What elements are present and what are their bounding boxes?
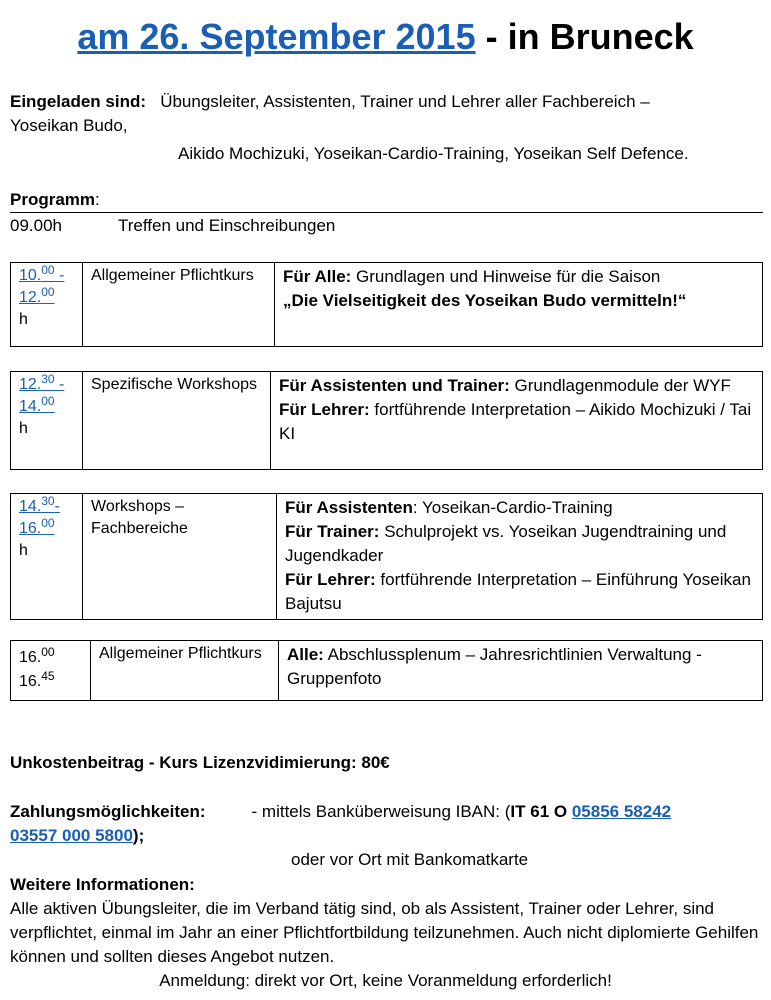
iban-link-2[interactable]: 03557 000 5800 (10, 826, 133, 845)
invited-line1b: Yoseikan Budo, (10, 116, 128, 135)
schedule-time: 10.00 - 12.00 h (11, 263, 83, 347)
schedule-label: Allgemeiner Pflichtkurs (91, 641, 279, 701)
time-start-link[interactable]: 10.00 - (19, 263, 65, 284)
time-end-link[interactable]: 16.00 (19, 516, 55, 537)
page-title (0, 14, 771, 60)
payment-text: - mittels Banküberweisung IBAN: ( (251, 802, 511, 821)
schedule-label: Spezifische Workshops (83, 372, 271, 470)
date-link[interactable]: am 26. September 2015 (77, 16, 476, 57)
schedule-time: 16.00 16.45 (11, 641, 91, 701)
invited-label: Eingeladen sind: (10, 92, 147, 111)
fee-text: Unkostenbeitrag - Kurs Lizenzvidimierung: 80€ (10, 753, 390, 772)
program-heading: Programm: (10, 190, 100, 209)
invited-line1: Übungsleiter, Assistenten, Trainer und Lehrer aller Fachbereich – (160, 92, 650, 111)
time-start-link[interactable]: 12.30 - (19, 372, 65, 393)
payment-alt: oder vor Ort mit Bankomatkarte (291, 850, 529, 869)
info-paragraph: Alle aktiven Übungsleiter, die im Verband tätig sind, ob als Assistent, Trainer oder Lehrer, sind verpflichtet, einmal im Jahr an einer Pflichtfortbildung teilzunehmen. Auch nicht diplomierte Gehilfen können und sollten dieses Angebot nutzen. (10, 899, 759, 966)
schedule-block-3 (10, 493, 763, 620)
time-start-link[interactable]: 14.30- (19, 494, 60, 515)
program-first-time: 09.00h (10, 216, 62, 235)
info-label: Weitere Informationen: (10, 875, 195, 894)
schedule-label: Allgemeiner Pflichtkurs (83, 263, 275, 347)
location-text: - in Bruneck (475, 16, 694, 57)
program-first-text: Treffen und Einschreibungen (118, 216, 336, 235)
schedule-description: Für Assistenten: Yoseikan-Cardio-Training Für Trainer: Schulprojekt vs. Yoseikan Jugendtraining und Jugendkader Für Lehrer: fortführende Interpretation – Einführung Yoseikan Bajutsu (277, 494, 763, 620)
fee-line (10, 751, 390, 775)
program-divider (10, 212, 763, 213)
time-end-link[interactable]: 12.00 (19, 285, 55, 306)
schedule-time: 12.30 - 14.00 h (11, 372, 83, 470)
payment-label: Zahlungsmöglichkeiten: (10, 802, 206, 821)
schedule-description: Alle: Abschlussplenum – Jahresrichtlinien Verwaltung - Gruppenfoto (279, 641, 763, 701)
schedule-block-4 (10, 640, 763, 701)
invited-line2: Aikido Mochizuki, Yoseikan-Cardio-Training, Yoseikan Self Defence. (178, 144, 689, 163)
iban-suffix: ); (132, 826, 145, 845)
schedule-label: Workshops – Fachbereiche (83, 494, 277, 620)
schedule-description: Für Assistenten und Trainer: Grundlagenmodule der WYF Für Lehrer: fortführende Interpretation – Aikido Mochizuki / Tai KI (271, 372, 763, 470)
program-first-row (10, 214, 335, 238)
program-label: Programm (10, 190, 96, 209)
iban-prefix: IT 61 O (510, 802, 572, 821)
schedule-block-1 (10, 262, 763, 347)
iban-link-1[interactable]: 05856 58242 (571, 802, 672, 821)
schedule-description: Für Alle: Grundlagen und Hinweise für die Saison „Die Vielseitigkeit des Yoseikan Budo vermitteln!“ (275, 263, 763, 347)
schedule-block-2 (10, 371, 763, 470)
payment-section (10, 800, 765, 848)
invited-section (10, 90, 765, 166)
schedule-time: 14.30- 16.00 h (11, 494, 83, 620)
registration-note: Anmeldung: direkt vor Ort, keine Voranmeldung erforderlich! (159, 971, 612, 990)
time-end-link[interactable]: 14.00 (19, 394, 55, 415)
